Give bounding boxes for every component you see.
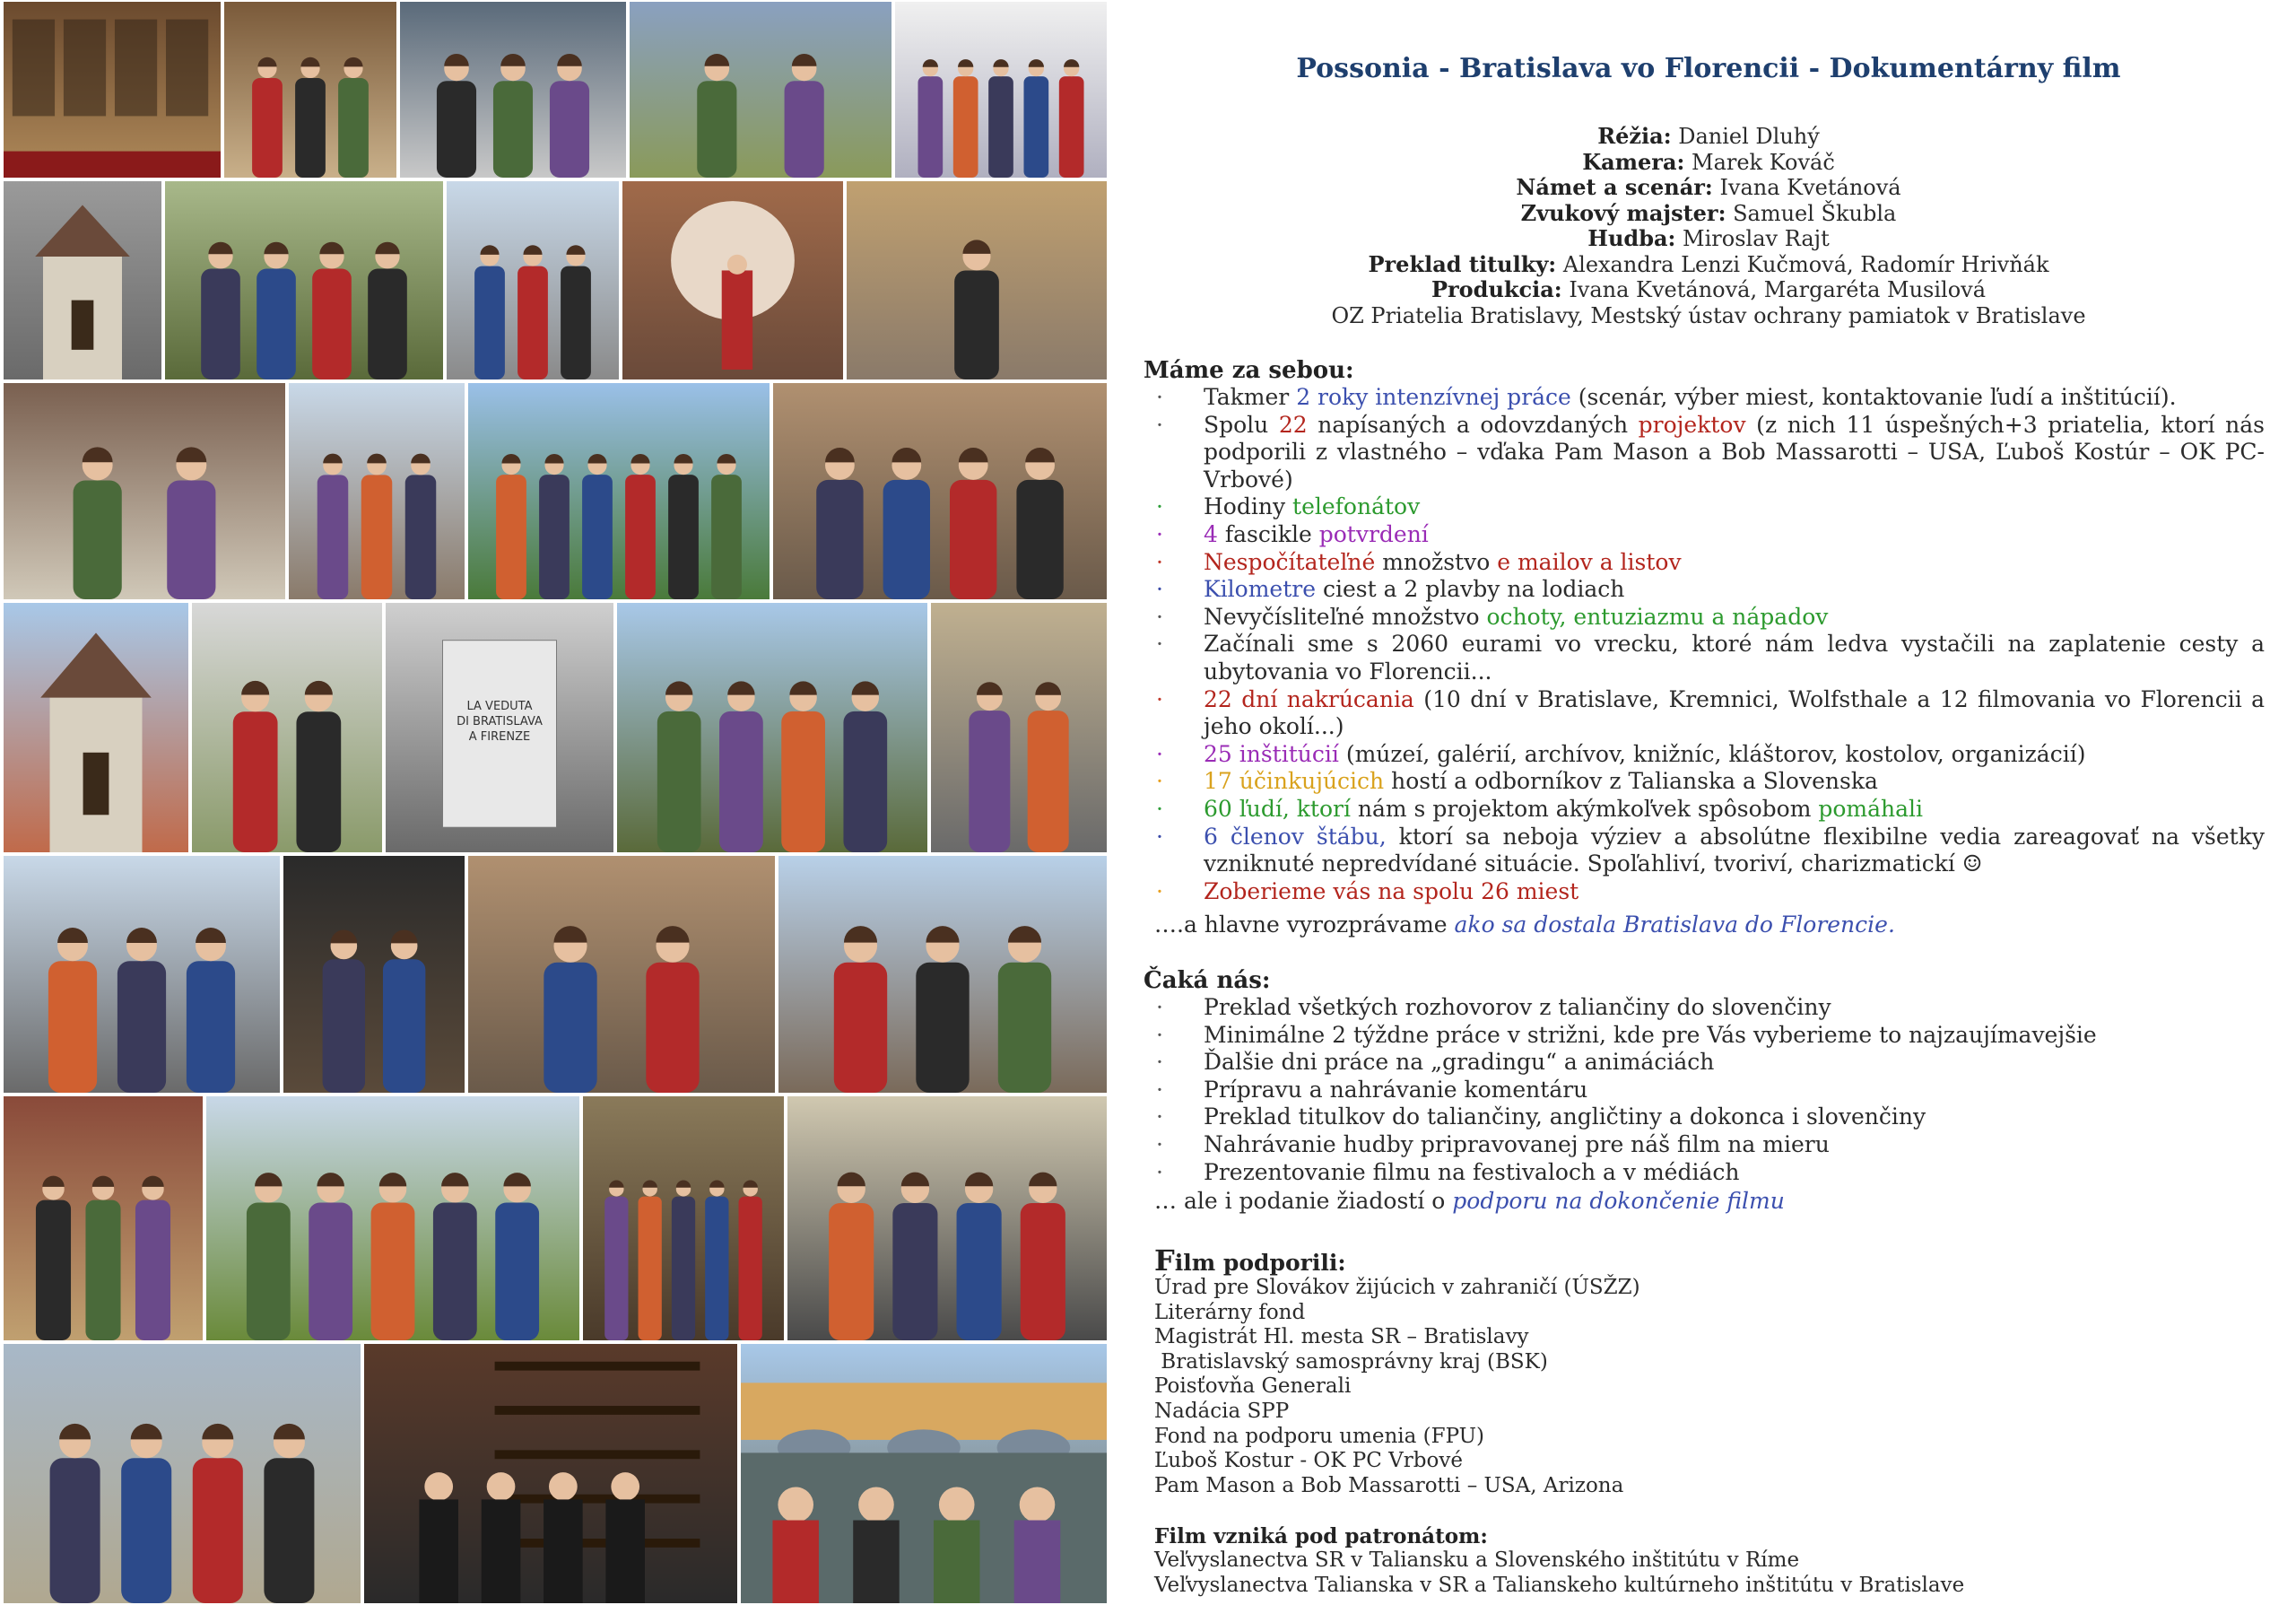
collage-photo (362, 1342, 739, 1605)
collage-photo (398, 0, 628, 179)
supporter-item: Fond na podporu umenia (FPU) (1154, 1424, 1484, 1448)
collage-photo (287, 381, 466, 601)
highlighted-text: 60 ľudí, ktorí (1204, 795, 1351, 822)
book-cover-line: DI BRATISLAVA (457, 715, 543, 728)
collage-photo (786, 1095, 1109, 1342)
done-closing-link: ako sa dostala Bratislava do Florencie. (1454, 912, 1895, 938)
highlighted-text: 22 (1278, 411, 1308, 438)
collage-photo (2, 381, 287, 601)
done-item (1144, 412, 2265, 494)
credit-name: Miroslav Rajt (1683, 226, 1830, 251)
done-heading: Máme za sebou: (1144, 357, 1354, 384)
done-closing-text: ….a hlavne vyrozprávame (1154, 912, 1455, 938)
done-list (1144, 384, 2265, 905)
supporter-item: Magistrát Hl. mesta SR – Bratislavy (1154, 1325, 1529, 1349)
patron-item: Veľvyslanectva Talianska v SR a Talianskeho kultúrneho inštitútu v Bratislave (1154, 1573, 1965, 1597)
credits-block (1144, 124, 2274, 328)
todo-item: · Preklad titulkov do taliančiny, angličtiny a dokonca i slovenčiny (1144, 1103, 2265, 1131)
collage-photo (621, 179, 845, 381)
done-item (1144, 549, 2265, 577)
patronage-heading: Film vzniká pod patronátom: (1154, 1524, 1488, 1548)
credit-name: Marek Kováč (1692, 149, 1835, 175)
todo-item: · Prezentovanie filmu na festivaloch a v médiách (1144, 1159, 2265, 1187)
collage-photo (445, 179, 621, 381)
collage-photo (739, 1342, 1109, 1605)
done-item (1144, 796, 2265, 824)
item-text: nám s projektom akýmkoľvek spôsobom (1350, 795, 1819, 822)
credit-name: OZ Priatelia Bratislavy, Mestský ústav ochrany pamiatok v Bratislave (1331, 302, 2086, 328)
highlighted-text: e mailov a listov (1497, 548, 1682, 575)
highlighted-text: 2 roky intenzívnej práce (1296, 384, 1571, 410)
collage-photo (893, 0, 1109, 179)
text-column (1144, 0, 2274, 1605)
done-item (1144, 878, 2265, 906)
page-title: Possonia - Bratislava vo Florencii - Dokumentárny film (1296, 53, 2121, 84)
highlighted-text: 25 inštitúcií (1204, 740, 1339, 767)
item-text: fascikle (1217, 520, 1319, 547)
highlighted-text: 6 členov štábu, (1204, 823, 1387, 850)
credit-name: Daniel Dluhý (1678, 124, 1820, 149)
patron-item: Veľvyslanectva SR v Taliansku a Slovenského inštitútu v Ríme (1154, 1548, 1800, 1572)
credit-name: Samuel Škubla (1733, 200, 1897, 226)
done-item (1144, 686, 2265, 741)
supporter-item: Literárny fond (1154, 1300, 1306, 1324)
item-text: (scenár, výber miest, kontaktovanie ľudí a inštitúcií). (1570, 384, 2177, 410)
photo-collage (0, 0, 1112, 1605)
done-item (1144, 741, 2265, 769)
todo-closing-link: podporu na dokončenie filmu (1452, 1188, 1785, 1214)
done-closing (1154, 912, 1895, 938)
collage-photo (777, 854, 1109, 1095)
highlighted-text: 4 (1204, 520, 1218, 547)
collage-photo (204, 1095, 581, 1342)
item-text: Začínali sme s 2060 eurami vo vrecku, ktoré nám ledva vystačili na zaplatenie cesty a ubytovania vo Florencii... (1204, 631, 2265, 685)
credit-line (1144, 201, 2274, 227)
credit-role: Produkcia: (1431, 276, 1562, 302)
collage-photo (771, 381, 1109, 601)
collage-photo (222, 0, 398, 179)
item-text: Takmer (1204, 384, 1297, 410)
item-text: ciest a 2 plavby na lodiach (1316, 576, 1625, 603)
collage-photo (929, 601, 1109, 854)
todo-item: · Nahrávanie hudby pripravovanej pre náš film na mieru (1144, 1131, 2265, 1159)
book-cover-title (386, 699, 613, 745)
credit-line (1144, 124, 2274, 150)
supporter-item: Nadácia SPP (1154, 1399, 1290, 1423)
credit-name: Ivana Kvetánová, Margaréta Musilová (1569, 277, 1987, 302)
supporter-item: Bratislavský samosprávny kraj (BSK) (1154, 1349, 1548, 1374)
supporter-item: Úrad pre Slovákov žijúcich v zahraničí (ÚSŽZ) (1154, 1276, 1640, 1299)
done-item (1144, 576, 2265, 604)
book-cover-line: A FIRENZE (468, 730, 531, 744)
done-item (1144, 768, 2265, 796)
done-item (1144, 604, 2265, 632)
supporter-item: Pam Mason a Bob Massarotti – USA, Arizona (1154, 1473, 1624, 1497)
todo-heading: Čaká nás: (1144, 967, 1271, 994)
item-text: (10 dní v Bratislave, Kremnici, Wolfsthale a 12 filmovania vo Florencii a jeho okolí...) (1204, 685, 2266, 740)
credit-role: Námet a scenár: (1516, 174, 1713, 200)
book-cover-line: LA VEDUTA (466, 700, 533, 713)
credit-role: Zvukový majster: (1520, 199, 1726, 226)
item-text: Spolu (1204, 411, 1279, 438)
item-text: (z nich 11 úspešných+3 priatelia, ktorí nás podporili z vlastného – vďaka Pam Mason a Bob Massarotti – USA, Ľuboš Kostúr – OK PC-Vrbové) (1204, 411, 2265, 493)
supporters-heading-rest: ilm podporili: (1174, 1250, 1346, 1276)
item-text: Nevyčísliteľné množstvo (1204, 603, 1487, 630)
supporter-item: Ľuboš Kostur - OK PC Vrbové (1154, 1449, 1463, 1473)
highlighted-text: pomáhali (1818, 795, 1924, 822)
supporter-item: Poisťovňa Generali (1154, 1374, 1352, 1399)
collage-photo (2, 1095, 204, 1342)
collage-photo (2, 854, 282, 1095)
credit-line (1144, 303, 2274, 329)
collage-photo (615, 601, 929, 854)
credit-line (1144, 226, 2274, 252)
item-text: hostí a odborníkov z Talianska a Slovenska (1384, 768, 1878, 795)
patronage-list (1154, 1548, 1964, 1598)
highlighted-text: projektov (1638, 411, 1746, 438)
highlighted-text: potvrdení (1318, 520, 1429, 547)
todo-item: · Ďalšie dni práce na „gradingu“ a animáciách (1144, 1049, 2265, 1077)
todo-closing-text: … ale i podanie žiadostí o (1154, 1188, 1453, 1214)
item-text: (múzeí, galérií, archívov, knižníc, kláštorov, kostolov, organizácií) (1338, 740, 2086, 767)
done-item (1144, 384, 2265, 412)
collage-photo (466, 381, 771, 601)
todo-list (1144, 994, 2265, 1186)
supporters-heading (1154, 1243, 1346, 1278)
supporters-list (1154, 1276, 1640, 1498)
credit-role: Hudba: (1587, 225, 1676, 251)
highlighted-text: ochoty, entuziazmu a nápadov (1486, 603, 1829, 630)
collage-photo (2, 0, 222, 179)
item-text: množstvo (1375, 548, 1498, 575)
highlighted-text: telefonátov (1292, 493, 1421, 520)
highlighted-text: 17 účinkujúcich (1204, 768, 1385, 795)
collage-photo (628, 0, 893, 179)
credit-line (1144, 277, 2274, 303)
credit-name: Ivana Kvetánová (1719, 175, 1901, 200)
todo-item: · Minimálne 2 týždne práce v strižni, kde pre Vás vyberieme to najzaujímavejšie (1144, 1022, 2265, 1050)
credit-line (1144, 150, 2274, 176)
credit-line (1144, 252, 2274, 278)
item-text: napísaných a odovzdaných (1307, 411, 1639, 438)
collage-photo (2, 601, 190, 854)
collage-photo (581, 1095, 786, 1342)
highlighted-text: Kilometre (1204, 576, 1317, 603)
collage-photo (2, 1342, 362, 1605)
supporters-heading-initial: F (1154, 1243, 1175, 1278)
collage-photo (163, 179, 445, 381)
credit-name: Alexandra Lenzi Kučmová, Radomír Hrivňák (1562, 251, 2049, 277)
done-item (1144, 521, 2265, 549)
collage-photo (845, 179, 1109, 381)
credit-role: Kamera: (1582, 148, 1685, 175)
collage-photo (190, 601, 384, 854)
todo-closing (1154, 1188, 1785, 1215)
collage-photo (2, 179, 163, 381)
item-text: Hodiny (1204, 493, 1293, 520)
credit-role: Réžia: (1597, 123, 1672, 149)
done-item (1144, 631, 2265, 685)
collage-photo (466, 854, 777, 1095)
credit-line (1144, 175, 2274, 201)
collage-photo (282, 854, 466, 1095)
done-item (1144, 824, 2265, 878)
done-item (1144, 493, 2265, 521)
todo-item: · Preklad všetkých rozhovorov z taliančiny do slovenčiny (1144, 994, 2265, 1022)
highlighted-text: Zoberieme vás na spolu 26 miest (1204, 877, 1579, 904)
todo-item: · Prípravu a nahrávanie komentáru (1144, 1077, 2265, 1104)
collage-photo (384, 601, 615, 854)
highlighted-text: Nespočítateľné (1204, 548, 1376, 575)
highlighted-text: 22 dní nakrúcania (1204, 685, 1414, 712)
item-text: ktorí sa neboja výziev a absolútne flexibilne vedia zareagovať na všetky vzniknuté nepredvídané situácie. Spoľahliví, tvoriví, charizmatickí ☺ (1204, 823, 2265, 877)
credit-role: Preklad titulky: (1368, 250, 1557, 277)
